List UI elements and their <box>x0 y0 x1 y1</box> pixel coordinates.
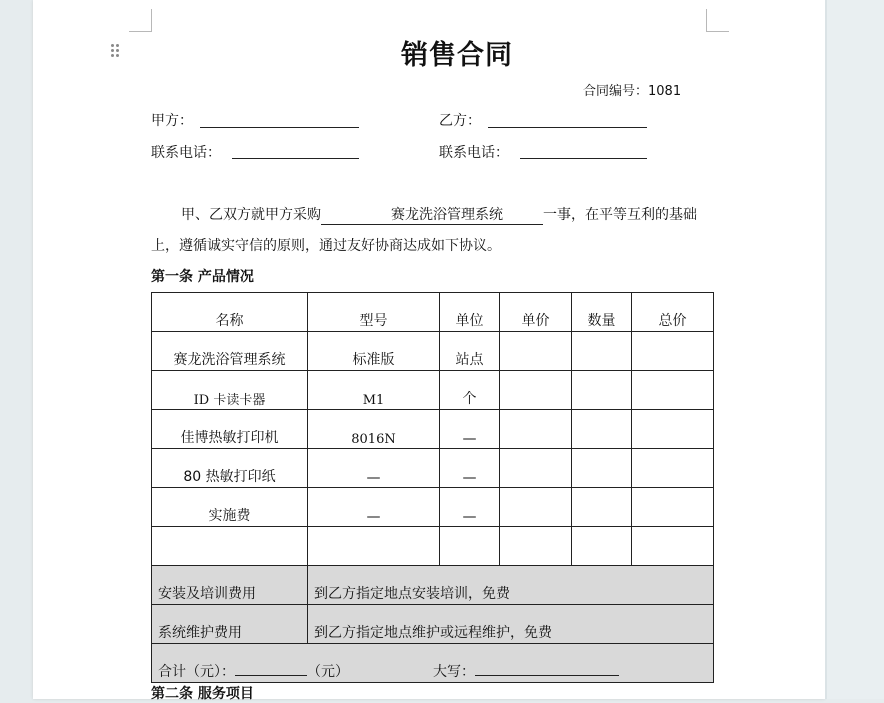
intro-paragraph-line1 <box>151 204 711 225</box>
table-row <box>152 371 714 410</box>
section2-heading: 第二条 服务项目 <box>151 686 254 702</box>
page-edge <box>825 0 827 699</box>
header-cell: 单位 <box>440 293 500 332</box>
install-fee-label: 安装及培训费用 <box>152 566 308 605</box>
phone-a-field[interactable] <box>232 158 359 159</box>
table-cell[interactable]: 佳博热敏打印机 <box>152 410 308 449</box>
table-cell[interactable] <box>572 332 632 371</box>
table-cell[interactable]: 站点 <box>440 332 500 371</box>
product-table <box>151 292 714 683</box>
section1-heading: 第一条 产品情况 <box>151 269 254 285</box>
table-cell[interactable]: M1 <box>308 371 440 410</box>
table-cell[interactable]: 赛龙洗浴管理系统 <box>152 332 308 371</box>
table-cell[interactable] <box>308 527 440 566</box>
document-title: 销售合同 <box>401 40 513 71</box>
table-cell[interactable] <box>500 449 572 488</box>
table-row <box>152 332 714 371</box>
table-cell[interactable]: — <box>440 449 500 488</box>
side-margin <box>825 0 884 699</box>
table-cell[interactable] <box>500 332 572 371</box>
table-cell[interactable] <box>572 488 632 527</box>
install-fee-value[interactable]: 到乙方指定地点安装培训，免费 <box>308 566 714 605</box>
table-cell[interactable] <box>440 527 500 566</box>
table-row <box>152 449 714 488</box>
table-cell[interactable] <box>632 449 714 488</box>
table-cell[interactable] <box>500 527 572 566</box>
phone-a-label: 联系电话： <box>151 145 221 161</box>
party-b-field[interactable] <box>488 127 647 128</box>
table-cell[interactable] <box>152 527 308 566</box>
header-cell: 单价 <box>500 293 572 332</box>
table-cell[interactable] <box>572 449 632 488</box>
contract-number <box>583 80 681 99</box>
table-cell[interactable]: — <box>308 449 440 488</box>
table-cell[interactable] <box>632 332 714 371</box>
table-cell[interactable] <box>500 371 572 410</box>
phone-b-field[interactable] <box>520 158 647 159</box>
table-cell[interactable] <box>500 488 572 527</box>
party-a-field[interactable] <box>200 127 359 128</box>
table-cell[interactable] <box>500 410 572 449</box>
table-cell[interactable]: — <box>308 488 440 527</box>
table-cell[interactable] <box>572 410 632 449</box>
table-cell[interactable] <box>632 488 714 527</box>
table-cell[interactable] <box>572 371 632 410</box>
table-cell[interactable]: 标准版 <box>308 332 440 371</box>
table-cell[interactable]: 80 热敏打印纸 <box>152 449 308 488</box>
maintenance-fee-value[interactable]: 到乙方指定地点维护或远程维护，免费 <box>308 605 714 644</box>
top-right-margin-mark <box>706 9 729 32</box>
header-cell: 数量 <box>572 293 632 332</box>
maintenance-fee-label: 系统维护费用 <box>152 605 308 644</box>
table-cell[interactable] <box>572 527 632 566</box>
contract-number-value: 1081 <box>648 84 682 99</box>
total-row <box>152 644 714 683</box>
table-cell[interactable]: — <box>440 410 500 449</box>
table-row <box>152 527 714 566</box>
table-row <box>152 488 714 527</box>
table-cell[interactable] <box>632 527 714 566</box>
capital-label: 大写： <box>433 664 475 680</box>
table-cell[interactable]: 8016N <box>308 410 440 449</box>
table-header-row <box>152 293 714 332</box>
table-cell[interactable] <box>632 371 714 410</box>
table-cell[interactable]: ID 卡读卡器 <box>152 371 308 410</box>
intro-text-after: 一事，在平等互利的基础 <box>543 207 697 223</box>
table-row <box>152 410 714 449</box>
table-cell[interactable]: — <box>440 488 500 527</box>
party-b-label: 乙方： <box>439 113 481 129</box>
header-cell: 总价 <box>632 293 714 332</box>
table-cell[interactable]: 个 <box>440 371 500 410</box>
total-unit: （元） <box>307 664 349 680</box>
table-cell[interactable]: 实施费 <box>152 488 308 527</box>
maintenance-fee-row <box>152 605 714 644</box>
header-cell: 型号 <box>308 293 440 332</box>
table-cell[interactable] <box>632 410 714 449</box>
phone-b-label: 联系电话： <box>439 145 509 161</box>
party-a-label: 甲方： <box>151 113 193 129</box>
intro-text-before: 甲、乙双方就甲方采购 <box>181 207 321 223</box>
top-left-margin-mark <box>129 9 152 32</box>
capital-amount-field[interactable] <box>475 662 619 676</box>
header-cell: 名称 <box>152 293 308 332</box>
intro-paragraph-line2: 上，遵循诚实守信的原则，通过友好协商达成如下协议。 <box>151 238 501 254</box>
total-amount-field[interactable] <box>235 662 307 676</box>
install-fee-row <box>152 566 714 605</box>
total-cell <box>152 644 714 683</box>
contract-number-label: 合同编号： <box>583 84 649 99</box>
intro-product-blank: 赛龙洗浴管理系统 <box>321 207 543 225</box>
total-label: 合计（元）： <box>158 664 235 680</box>
